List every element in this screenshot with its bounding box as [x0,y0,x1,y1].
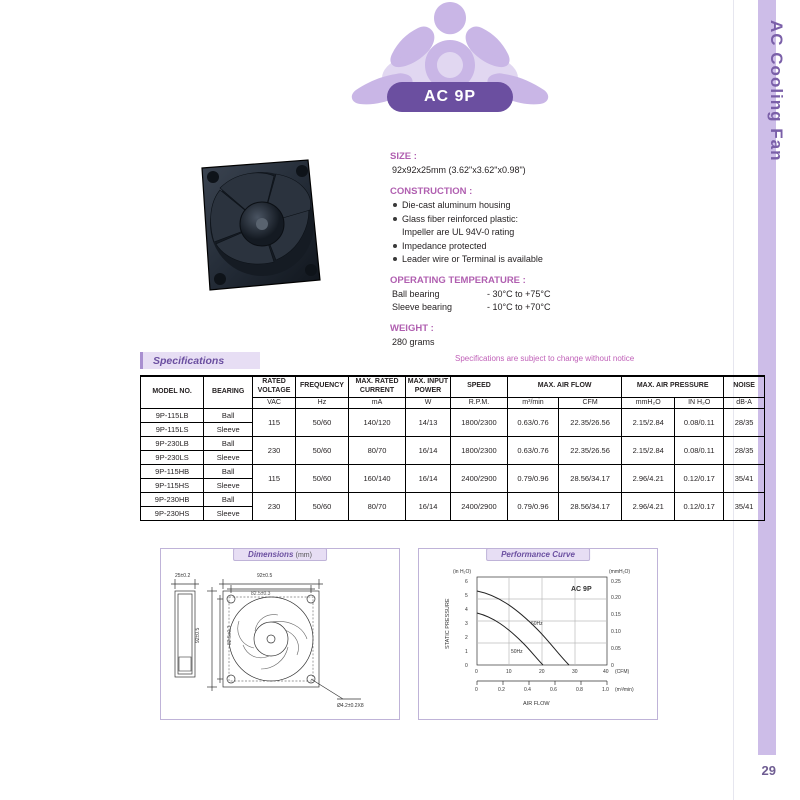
col-frequency: FREQUENCY [295,376,348,397]
cell-noise: 35/41 [724,465,765,493]
cell-model: 9P-115HS [141,479,204,493]
x-unit-cfm: (CFM) [615,669,630,675]
series-label-60hz: 60Hz [531,621,543,627]
dim-thickness: 25±0.2 [175,573,191,579]
cell-model: 9P-230LB [141,437,204,451]
y-tick: 3 [465,621,468,627]
x2-tick: 0.8 [576,687,583,693]
cell-bearing: Ball [204,409,253,423]
cell-model: 9P-230LS [141,451,204,465]
x2-tick: 0.4 [524,687,531,693]
rail-title: AC Cooling Fan [767,20,786,162]
y2-tick: 0.10 [611,629,621,635]
cell-power: 14/13 [406,409,451,437]
cell-power: 16/14 [406,465,451,493]
y2-tick: 0.05 [611,646,621,652]
cell-voltage: 115 [253,409,296,437]
cell-model: 9P-230HB [141,493,204,507]
table-row [141,409,765,423]
y-tick: 2 [465,635,468,641]
size-value: 92x92x25mm (3.62"x3.62"x0.98") [392,165,526,176]
page-number: 29 [761,763,776,778]
temperature-label: Sleeve bearing [392,302,453,313]
cell-bearing: Ball [204,493,253,507]
product-photo [180,150,335,305]
cell-speed: 2400/2900 [450,465,507,493]
cell-power: 16/14 [406,493,451,521]
cell-model: 9P-115HB [141,465,204,479]
dim-height: 92±0.5 [195,627,201,643]
cell-inh2o: 0.12/0.17 [675,493,724,521]
cell-speed: 2400/2900 [450,493,507,521]
unit-ma: mA [348,397,405,409]
cell-cfm: 22.35/26.56 [558,409,621,437]
table-row [141,493,765,507]
performance-chart [419,549,655,717]
x2-tick: 0 [475,687,478,693]
cell-voltage: 230 [253,437,296,465]
cell-cmm: 0.79/0.96 [508,465,559,493]
cell-voltage: 230 [253,493,296,521]
cell-bearing: Sleeve [204,423,253,437]
col-max-input-power: MAX. INPUT POWER [406,376,451,397]
cell-cfm: 22.35/26.56 [558,437,621,465]
cell-model: 9P-115LS [141,423,204,437]
cell-inh2o: 0.12/0.17 [675,465,724,493]
unit-dba: dB-A [724,397,765,409]
unit-hz: Hz [295,397,348,409]
cell-freq: 50/60 [295,493,348,521]
x-tick: 10 [506,669,512,675]
table-row [141,437,765,451]
cell-current: 140/120 [348,409,405,437]
x2-tick: 1.0 [602,687,609,693]
cell-bearing: Sleeve [204,479,253,493]
unit-vac: VAC [253,397,296,409]
weight-heading: WEIGHT : [390,322,434,334]
cell-freq: 50/60 [295,437,348,465]
y-tick: 5 [465,593,468,599]
table-row [141,465,765,479]
specifications-table [140,375,765,521]
cell-cmm: 0.79/0.96 [508,493,559,521]
col-bearing: BEARING [204,376,253,409]
y-tick: 0 [465,663,468,669]
cell-freq: 50/60 [295,409,348,437]
cell-mmh2o: 2.15/2.84 [622,409,675,437]
cell-cfm: 28.56/34.17 [558,465,621,493]
unit-w: W [406,397,451,409]
temperature-value: - 30°C to +75°C [487,288,551,299]
specifications-tab: Specifications [140,352,260,369]
cell-mmh2o: 2.96/4.21 [622,465,675,493]
y1-unit: (in H₂O) [453,569,472,575]
construction-item-cont: Impeller are UL 94V-0 rating [402,227,515,237]
x-axis-label: AIR FLOW [523,701,550,707]
series-label-50hz: 50Hz [511,649,523,655]
weight-value: 280 grams [392,337,435,347]
col-max-rated-current: MAX. RATED CURRENT [348,376,405,397]
col-max-air-pressure: MAX. AIR PRESSURE [622,376,724,397]
cell-noise: 35/41 [724,493,765,521]
y2-tick: 0.25 [611,579,621,585]
y-tick: 1 [465,649,468,655]
col-model: MODEL NO. [141,376,204,409]
unit-inh2o: IN H₂O [675,397,724,409]
unit-rpm: R.P.M. [450,397,507,409]
x-tick: 30 [572,669,578,675]
header-graphic [300,0,600,130]
cell-inh2o: 0.08/0.11 [675,409,724,437]
cell-noise: 28/35 [724,437,765,465]
cell-mmh2o: 2.15/2.84 [622,437,675,465]
construction-item: Glass fiber reinforced plastic: [392,213,640,227]
x-tick: 0 [475,669,478,675]
dimensions-panel [160,548,400,720]
cell-freq: 50/60 [295,465,348,493]
dim-hole-pitch-v: 82.5±0.3 [227,625,233,645]
col-speed: SPEED [450,376,507,397]
construction-heading: CONSTRUCTION : [390,185,473,197]
model-badge: AC 9P [387,82,513,112]
cell-voltage: 115 [253,465,296,493]
x2-tick: 0.6 [550,687,557,693]
temperature-label: Ball bearing [392,288,440,299]
cell-current: 80/70 [348,493,405,521]
unit-cmm: m³/min [508,397,559,409]
performance-label: Performance Curve [486,548,590,561]
cell-bearing: Sleeve [204,451,253,465]
x2-tick: 0.2 [498,687,505,693]
cell-cmm: 0.63/0.76 [508,437,559,465]
dimension-drawing [161,549,397,717]
chart-title: AC 9P [571,586,592,593]
temperature-row [392,301,640,315]
y-tick: 4 [465,607,468,613]
cell-inh2o: 0.08/0.11 [675,437,724,465]
cell-power: 16/14 [406,437,451,465]
y2-tick: 0.20 [611,595,621,601]
specifications-header [140,352,780,370]
temperature-row [392,288,640,302]
cell-current: 160/140 [348,465,405,493]
cell-bearing: Ball [204,465,253,479]
temperature-heading: OPERATING TEMPERATURE : [390,274,526,286]
y2-unit: (mmH₂O) [609,569,631,575]
dim-hole-note: Ø4.2±0.2X8 [337,703,364,709]
x-unit-cmm: (m³/min) [615,687,634,693]
y2-tick: 0 [611,663,614,669]
cell-current: 80/70 [348,437,405,465]
cell-model: 9P-230HS [141,507,204,521]
cell-model: 9P-115LB [141,409,204,423]
construction-item: Die-cast aluminum housing [392,199,640,213]
size-heading: SIZE : [390,151,417,162]
cell-cmm: 0.63/0.76 [508,409,559,437]
col-max-air-flow: MAX. AIR FLOW [508,376,622,397]
cell-cfm: 28.56/34.17 [558,493,621,521]
dimensions-label: Dimensions (mm) [233,548,327,561]
col-rated-voltage: RATED VOLTAGE [253,376,296,397]
cell-speed: 1800/2300 [450,409,507,437]
dimensions-unit: (mm) [295,552,312,559]
y2-tick: 0.15 [611,612,621,618]
cell-bearing: Ball [204,437,253,451]
dim-width: 92±0.5 [257,573,273,579]
y-tick: 6 [465,579,468,585]
unit-cfm: CFM [558,397,621,409]
product-description [390,150,640,350]
construction-item: Leader wire or Terminal is available [392,253,640,267]
dim-hole-pitch-h: 82.5±0.3 [251,591,271,597]
temperature-value: - 10°C to +70°C [487,302,551,313]
col-noise: NOISE [724,376,765,397]
cell-mmh2o: 2.96/4.21 [622,493,675,521]
x-tick: 40 [603,669,609,675]
performance-panel [418,548,658,720]
specifications-note: Specifications are subject to change without notice [455,354,635,363]
cell-speed: 1800/2300 [450,437,507,465]
x-tick: 20 [539,669,545,675]
construction-item: Impedance protected [392,240,640,254]
y-axis-label: STATIC PRESSURE [445,598,451,649]
cell-bearing: Sleeve [204,507,253,521]
unit-mmh2o: mmH₂O [622,397,675,409]
cell-noise: 28/35 [724,409,765,437]
